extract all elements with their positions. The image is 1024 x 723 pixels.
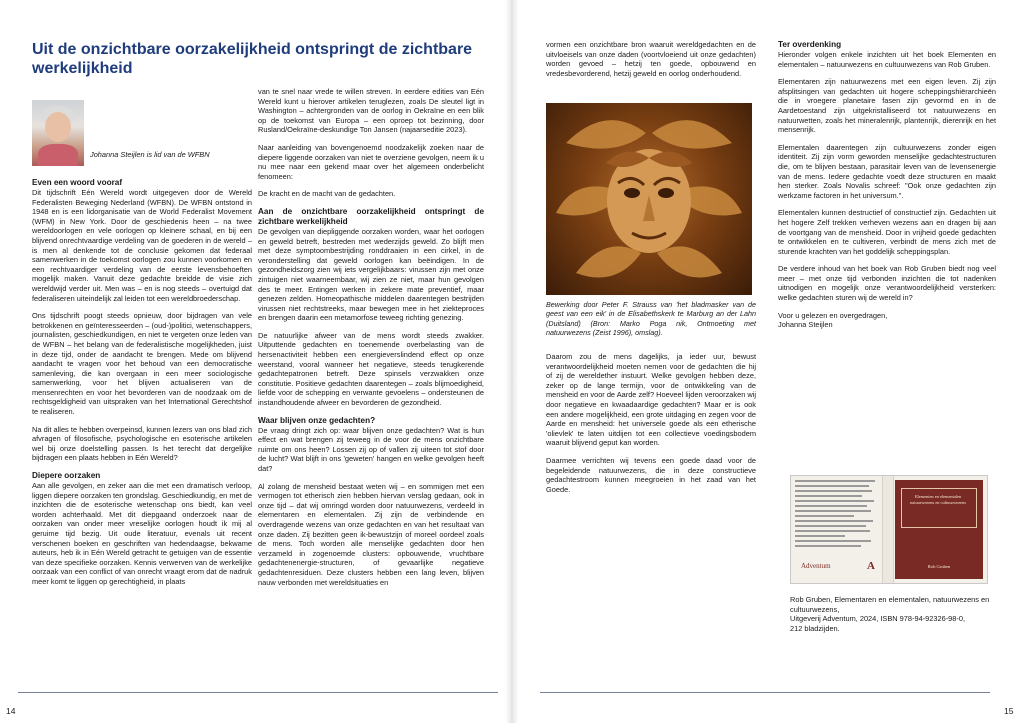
paragraph: Dit tijdschrift Eén Wereld wordt uitgegeven door de Wereld Federalisten Beweging Nederland (WFBN). De WFBN ontstond in 1948 en is een lidorganisatie van de World Federalist Movement (WFM) in New York. Door de geschiedenis heen – na twee wereldoorlogen en vele oorlogen op kleinere schaal, en bij een blijvend onrechtvaardige verdeling van de goederen in de wereld – is men al denkende tot de conclusie gekomen dat federaal samenwerken in de toekomst oorlogen zou kunnen voorkomen en een rechtvaardiger verdeling van de eerste levensbehoeften mogelijk maken. Vanuit deze gedachte breidde de visie zich wereldwijd verder uit. Men was – en is nog steeds – overtuigd dat federaliseren uiteindelijk zal leiden tot een wereldbroederschap. bbox=[32, 188, 252, 303]
paragraph: Daarom zou de mens dagelijks, ja ieder uur, bewust verantwoordelijkheid moeten nemen voor de gedachten die hij of zij de wereldether instuurt. Welke gevolgen hebben deze, zeker op de lange termijn, voor de ontwikkeling van de mensheid en voor de Aarde zelf? Hoeveel lijden veroorzaken wij door negatieve en kwaadaardige gedachten? Maar er is ook een andere mogelijkheid, een grote uitdaging en zegen voor de Aarde en mensheid: het universele goede als een etherische 'olievlek' te laten uitdijen tot een collectieve voedingsbodem waaruit blijvend geput kan worden. bbox=[546, 352, 756, 448]
heading-causes: Diepere oorzaken bbox=[32, 471, 101, 481]
book-caption: Rob Gruben, Elementaren en elementalen, natuurwezens en cultuurwezens, Uitgeverij Adventum, 2024, ISBN 978-94-92326-98-0, 212 bladzijden. bbox=[790, 595, 990, 633]
book-cover-title: Elementen en elementalen natuurwezens en cultuurwezens bbox=[910, 494, 966, 505]
paragraph: De vraag dringt zich op: waar blijven onze gedachten? Wat is hun effect en wat brengen zij teweeg in de voor de mens onzichtbare ruimte om ons heen? Lossen zij op of vallen zij uiteen tot stof door de lucht? Wat blijft in ons 'geweten' hangen en welke gevolgen heeft dat? bbox=[258, 425, 484, 473]
left-column-1 bbox=[32, 178, 252, 595]
paragraph: De natuurlijke afweer van de mens wordt steeds zwakker. Uitputtende gedachten en toenemende overbelasting van de hersenactiviteit hebben een energieverslindend effect op onze weerstand, vooral wanneer het negatieve, steeds terugkerende gedachtepatronen betreft. Deze spinsels verzwakken onze constitutie. Positieve gedachten daarentegen – zoals blijmoedigheid, liefde voor de schepping en verwante gevoelens – ondersteunen de instandhoudende afweer en bevorderen de gezondheid. bbox=[258, 330, 484, 408]
right-column-1-lower bbox=[546, 352, 756, 502]
book-cover-image bbox=[790, 475, 988, 584]
paragraph: Elementaren zijn natuurwezens met een eigen leven. Zij zijn afsplitsingen van gedachten uit hogere scheppingshiërarchieën die in vroegere planetaire fasen zijn gevormd en in de Aardetoestand zijn uitgekristalliseerd tot natuurwezens en natuurwetten, zoals het mineralenrijk, plantenrijk, dierenrijk en het mensenrijk. bbox=[778, 77, 996, 135]
article-title: Uit de onzichtbare oorzakelijkheid ontspringt de zichtbare werkelijkheid bbox=[32, 41, 473, 77]
page-number-left: 14 bbox=[6, 706, 16, 716]
publisher-logo-icon: A bbox=[867, 560, 875, 572]
right-column-1 bbox=[546, 40, 756, 86]
book-cover-author: Rob Gruben bbox=[927, 564, 951, 569]
paragraph: Ons tijdschrift poogt steeds opnieuw, door bijdragen van vele betrokkenen en geïnteresseerden – (oud-)politici, wetenschappers, journalisten, geschiedkundigen, en niet te vergeten onze leden van de WFBN – het belang van de federalistische mogelijkheden, juist in deze tijd, onder de aandacht te brengen. Mede om blijvend aandacht te vragen voor het behoud van een democratische samenleving, die kan overgaan in een meer sociologische samenwerking, voor het blijven actualiseren van de mensenrechten en voor het bevorderen van de noodzaak om de rechtsgeldigheid van uitspraken van het International Gerechtshof te realiseren. bbox=[32, 311, 252, 417]
heading-reflection: Ter overdenking bbox=[778, 40, 842, 49]
leaf-mask-artwork bbox=[546, 103, 752, 295]
author-photo bbox=[32, 100, 84, 166]
artwork-caption: Bewerking door Peter F. Strauss van 'het bladmasker van de geest van een eik' in de Elisabethskerk te Marburg an der Lahn (Duitsland) (Bron: Marko Poga nik, Ontmoeting met natuurwezens (Zeist 1996), omslag). bbox=[546, 300, 756, 338]
author-caption: Johanna Steijlen is lid van de WFBN bbox=[90, 150, 210, 159]
paragraph: Hieronder volgen enkele inzichten uit het boek Elementen en elementalen – natuurwezens en cultuurwezens van Rob Gruben. bbox=[778, 50, 996, 69]
paragraph: De gevolgen van diepliggende oorzaken worden, waar het oorlogen en geweld betreft, bestreden met wederzijds geweld. Zo blijft men met deze symptoombestrijding ronddraaien in een cirkel, in de veronderstelling dat geweld oorlogen kan beëindigen. In de gezondheidszorg zien wij iets vergelijkbaars: virussen zijn met onze zintuigen niet waarneembaar, wij zien ze niet, maar hun gevolgen des te meer. Entingen werken in zekere mate preventief, maar genezen zelden. Homeopathische middelen daarentegen bestrijden virussen niet rechtstreeks, maar bewegen mee in het ziekteproces en brengen daarin een metamorfose teweeg richting genezing. bbox=[258, 226, 484, 323]
paragraph: Elementalen daarentegen zijn cultuurwezens zonder eigen identiteit. Zij zijn vorm geworden menselijke gedachtestructuren die, om te blijven bestaan, parasitair leven van de levensenergie van de mens. Iedere gedachte voedt deze structuren en maakt hen sterker. Zoals Novalis schreef: "Ook onze gedachten zijn werkzame factoren in het universum.". bbox=[778, 142, 996, 200]
signature-name: Johanna Steijlen bbox=[778, 320, 833, 330]
heading-where: Waar blijven onze gedachten? bbox=[258, 415, 376, 425]
publisher-name: Adventum bbox=[801, 562, 831, 570]
paragraph: van te snel naar vrede te willen streven. In eerdere edities van Eén Wereld kunt u hierover artikelen teruglezen, zoals De sleutel ligt in Washington – achtergronden van de oorlog in Oekraïne en een blik op de toekomst van Europa – een oproep tot bezinning, door Rusland/Oekraïne-deskundige Ton Jansen (najaarseditie 2023). bbox=[258, 87, 484, 135]
paragraph: Elementalen kunnen destructief of constructief zijn. Gedachten uit het hogere Zelf trekken verheven wezens aan en dragen bij aan de voortgang van de mensheid. Door in vrijheid goede gedachten te ontwikkelen en te cultiveren, verbindt de mens zich met de sturende krachten van het goddelijk scheppingsplan. bbox=[778, 208, 996, 256]
footer-rule-left bbox=[18, 692, 498, 693]
book-back-cover bbox=[795, 480, 879, 577]
heading-subtitle: Aan de onzichtbare oorzakelijkheid ontspringt de zichtbare werkelijkheid bbox=[258, 206, 484, 226]
paragraph: vormen een onzichtbare bron waaruit wereldgedachten en de uitvloeisels van onze daden (voortvloeiend uit onze gedachten) worden gevoed – hetzij ten goede, opbouwend en vredesbevorderend, hetzij geweld en oorlog onderhoudend. bbox=[546, 40, 756, 78]
left-column-2 bbox=[258, 87, 484, 595]
right-column-2 bbox=[778, 40, 996, 330]
heading-intro: Even een woord vooraf bbox=[32, 178, 123, 187]
paragraph: Daarmee verrichten wij tevens een goede daad voor de begeleidende natuurwezens, die in deze constructieve gedachtestroom kunnen meegroeien in het zaad van het Goede. bbox=[546, 455, 756, 494]
page-number-right: 15 bbox=[1004, 706, 1014, 716]
book-front-cover bbox=[895, 480, 983, 579]
paragraph: De kracht en de macht van de gedachten. bbox=[258, 189, 396, 199]
paragraph: Al zolang de mensheid bestaat weten wij – en sommigen met een vermogen tot etherisch zien hebben hiervan verslag gedaan, ook in onze tijd – dat wij omringd worden door natuurwezens, verdeeld in elementaren en elementalen. Zij zijn de verbindende en overdragende wezens van onze gedachten en van het resultaat van onze daden. Zij bezitten geen ik-bewustzijn of moreel oordeel zoals de mens. Toch worden alle menselijke gedachten door hen verzameld in zogenoemde clusters: opbouwende, vruchtbare gedachtenenergie-structuren, of gevaarlijke negatieve gedachtenresiduen. Deze clusters hebben een lang leven, blijven nauw verbonden met wereldsituaties en bbox=[258, 481, 484, 587]
paragraph: Aan alle gevolgen, en zeker aan die met een dramatisch verloop, liggen diepere oorzaken ten grondslag. Geschiedkundig, en met de inzichten die de esoterische wetenschap ons biedt, kan veel worden achterhaald. Met dit diepgaand onderzoek naar de oorzaken van onder meer vreselijke oorlogen houdt ik mij al geruime tijd bezig. Uit oude literatuur, evenals uit recent verschenen boeken en geschriften van hedendaagse, bekwame auteurs, heb ik in Eén Wereld getracht te getuigen van de essentie van deze specifieke oorzaken. Kennis verwerven van de werkelijke oorzaak van een conflict of van onrecht vraagt erom dat de nadruk meer komt te liggen op gerechtigheid, in plaats bbox=[32, 481, 252, 586]
paragraph: Naar aanleiding van bovengenoemd noodzakelijk zoeken naar de diepere liggende oorzaken van niet te overziene gevolgen, neem ik u nu mee naar een gekend maar over het algemeen onderbelicht fenomeen: bbox=[258, 142, 484, 181]
paragraph: De verdere inhoud van het boek van Rob Gruben biedt nog veel meer – met onze tijd verbonden inzichten die tot nadenken uitnodigen en mogelijk onze verantwoordelijkheid versterken: welke gedachten sturen wij de wereld in? bbox=[778, 264, 996, 303]
signature-line-1: Voor u gelezen en overgedragen, bbox=[778, 310, 888, 320]
book-spine bbox=[882, 476, 894, 583]
paragraph: Na dit alles te hebben overpeinsd, kunnen lezers van ons blad zich afvragen of filosofische, psychologische en esoterische artikelen wel bij onze doelstelling passen. Is het terecht dat dergelijke bijdragen een plaats hebben in Eén Wereld? bbox=[32, 424, 252, 463]
footer-rule-right bbox=[540, 692, 990, 693]
